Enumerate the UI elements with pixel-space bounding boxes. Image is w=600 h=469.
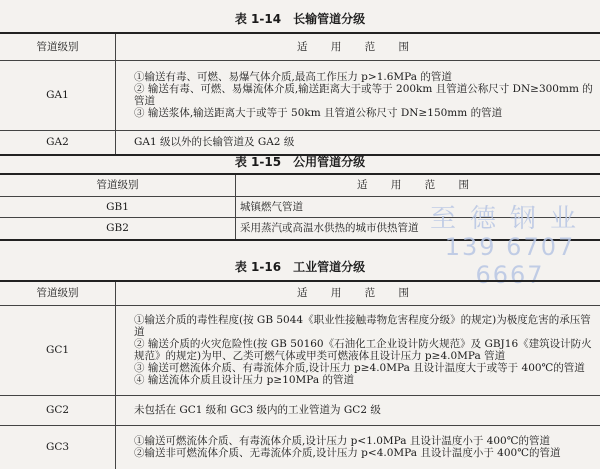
- scope-line: ②输送非可燃流体介质、无毒流体介质,设计压力 p<4.0MPa 且设计温度小于 400℃的管道: [120, 447, 596, 459]
- scope-line: ①输送介质的毒性程度(按 GB 5044《职业性接触毒物危害程度分级》的规定)为极度危害的承压管道: [120, 314, 596, 338]
- scope-line: ③ 输送可燃流体介质、有毒流体介质,设计压力 p≥4.0MPa 且设计温度大于或等于 400℃的管道: [120, 362, 596, 374]
- table-1-15: [0, 173, 600, 241]
- table-1-15-caption: [0, 153, 600, 170]
- header-scope: 适 用 范 围: [116, 33, 600, 60]
- scope-line: ② 输送介质的火灾危险性(按 GB 50160《石油化工企业设计防火规范》及 GBJ16《建筑设计防火规范》的规定)为甲、乙类可燃气体或甲类可燃液体且设计压力 p≥4.0MPa 管道: [120, 338, 596, 362]
- table-title: 长输管道分级: [293, 12, 365, 26]
- scope-line: ③ 输送浆体,输送距离大于或等于 50km 且管道公称尺寸 DN≥150mm 的管道: [120, 107, 596, 119]
- table-row: [0, 425, 600, 469]
- table-row: [0, 395, 600, 425]
- table-number: 表 1-15: [235, 155, 281, 169]
- scope-line: ①输送可燃流体介质、有毒流体介质,设计压力 p<1.0MPa 且设计温度小于 400℃的管道: [120, 435, 596, 447]
- table-1-16-caption: [0, 258, 600, 275]
- table-row: [0, 130, 600, 155]
- scope-line: 城镇燃气管道: [236, 196, 600, 217]
- table-title: 工业管道分级: [293, 260, 365, 274]
- level-cell: GC2: [0, 395, 116, 425]
- scope-line: ② 输送有毒、可燃、易爆流体介质,输送距离大于或等于 200km 且管道公称尺寸 DN≥300mm 的管道: [120, 83, 596, 107]
- header-scope: 适 用 范 围: [116, 281, 600, 305]
- table-number: 表 1-16: [235, 260, 281, 274]
- level-cell: GC3: [0, 425, 116, 469]
- level-cell: GB1: [0, 196, 236, 217]
- table-1-16: [0, 280, 600, 469]
- level-cell: GA1: [0, 60, 116, 130]
- watermark-name: 至德钢业: [420, 198, 600, 235]
- watermark-phone: 139 6707 6667: [420, 233, 600, 289]
- table-title: 公用管道分级: [293, 155, 365, 169]
- scope-line: 未包括在 GC1 级和 GC3 级内的工业管道为 GC2 级: [120, 404, 596, 416]
- scope-line: ④ 输送流体介质且设计压力 p≥10MPa 的管道: [120, 374, 596, 386]
- scope-line: GA1 级以外的长输管道及 GA2 级: [120, 136, 596, 148]
- table-1-14-caption: [0, 10, 600, 27]
- level-cell: GA2: [0, 130, 116, 155]
- table-row: [0, 305, 600, 395]
- header-level: 管道级别: [0, 281, 116, 305]
- scope-line: ①输送有毒、可燃、易爆气体介质,最高工作压力 p>1.6MPa 的管道: [120, 71, 596, 83]
- table-row: [0, 60, 600, 130]
- table-1-14: [0, 32, 600, 156]
- header-level: 管道级别: [0, 33, 116, 60]
- header-level: 管道级别: [0, 174, 236, 196]
- table-row: [0, 196, 600, 217]
- scope-line: 采用蒸汽或高温水供热的城市供热管道: [236, 217, 600, 240]
- header-scope: 适 用 范 围: [236, 174, 600, 196]
- level-cell: GC1: [0, 305, 116, 395]
- level-cell: GB2: [0, 217, 236, 240]
- table-row: [0, 217, 600, 240]
- table-number: 表 1-14: [235, 12, 281, 26]
